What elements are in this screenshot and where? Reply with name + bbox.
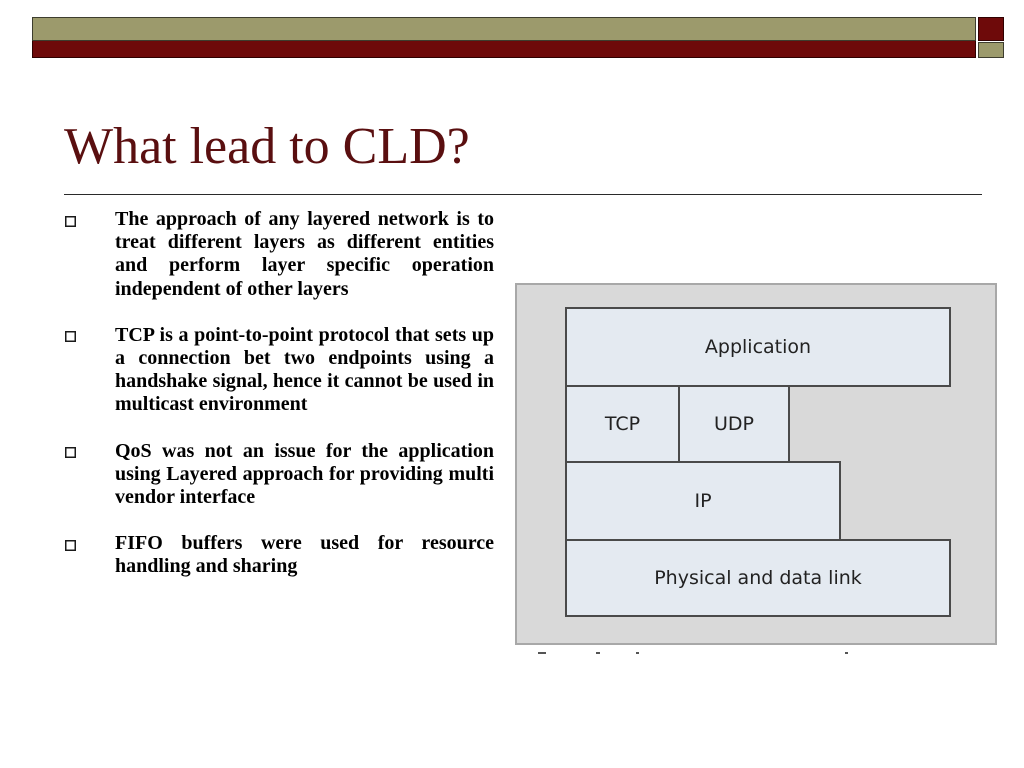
slide-title: What lead to CLD? [64,118,470,175]
caption-fragment [845,652,848,654]
bullet-list [64,208,494,602]
caption-fragment [596,652,600,654]
hollow-square-icon [64,331,76,343]
bullet-text: FIFO buffers were used for resource handling and sharing [115,532,494,578]
bullet-text: TCP is a point-to-point protocol that sets up a connection bet two endpoints using a handshake signal, hence it cannot be used in multicast environment [115,323,494,416]
protocol-stack-diagram [515,283,997,645]
header-band-olive [32,17,976,41]
bullet-text: The approach of any layered network is to treat different layers as different entities and perform layer specific operation independent of other layers [115,208,494,300]
header-band-red [32,41,976,58]
layer-application: Application [565,307,951,387]
hollow-square-icon [64,447,76,459]
layer-physical-data-link: Physical and data link [565,539,951,617]
hollow-square-icon [64,539,76,551]
caption-fragment [538,652,546,654]
hollow-square-icon [64,215,76,227]
header-square-red [978,17,1004,41]
layer-udp: UDP [678,385,790,463]
bullet-item [64,324,494,417]
header-square-olive [978,42,1004,58]
bullet-item [64,532,494,578]
layer-tcp: TCP [565,385,680,463]
bullet-text: QoS was not an issue for the application using Layered approach for providing multi vendor interface [115,439,494,509]
bullet-item [64,208,494,301]
bullet-item [64,440,494,510]
title-divider [64,194,982,195]
caption-fragment [636,652,639,654]
layer-ip: IP [565,461,841,541]
